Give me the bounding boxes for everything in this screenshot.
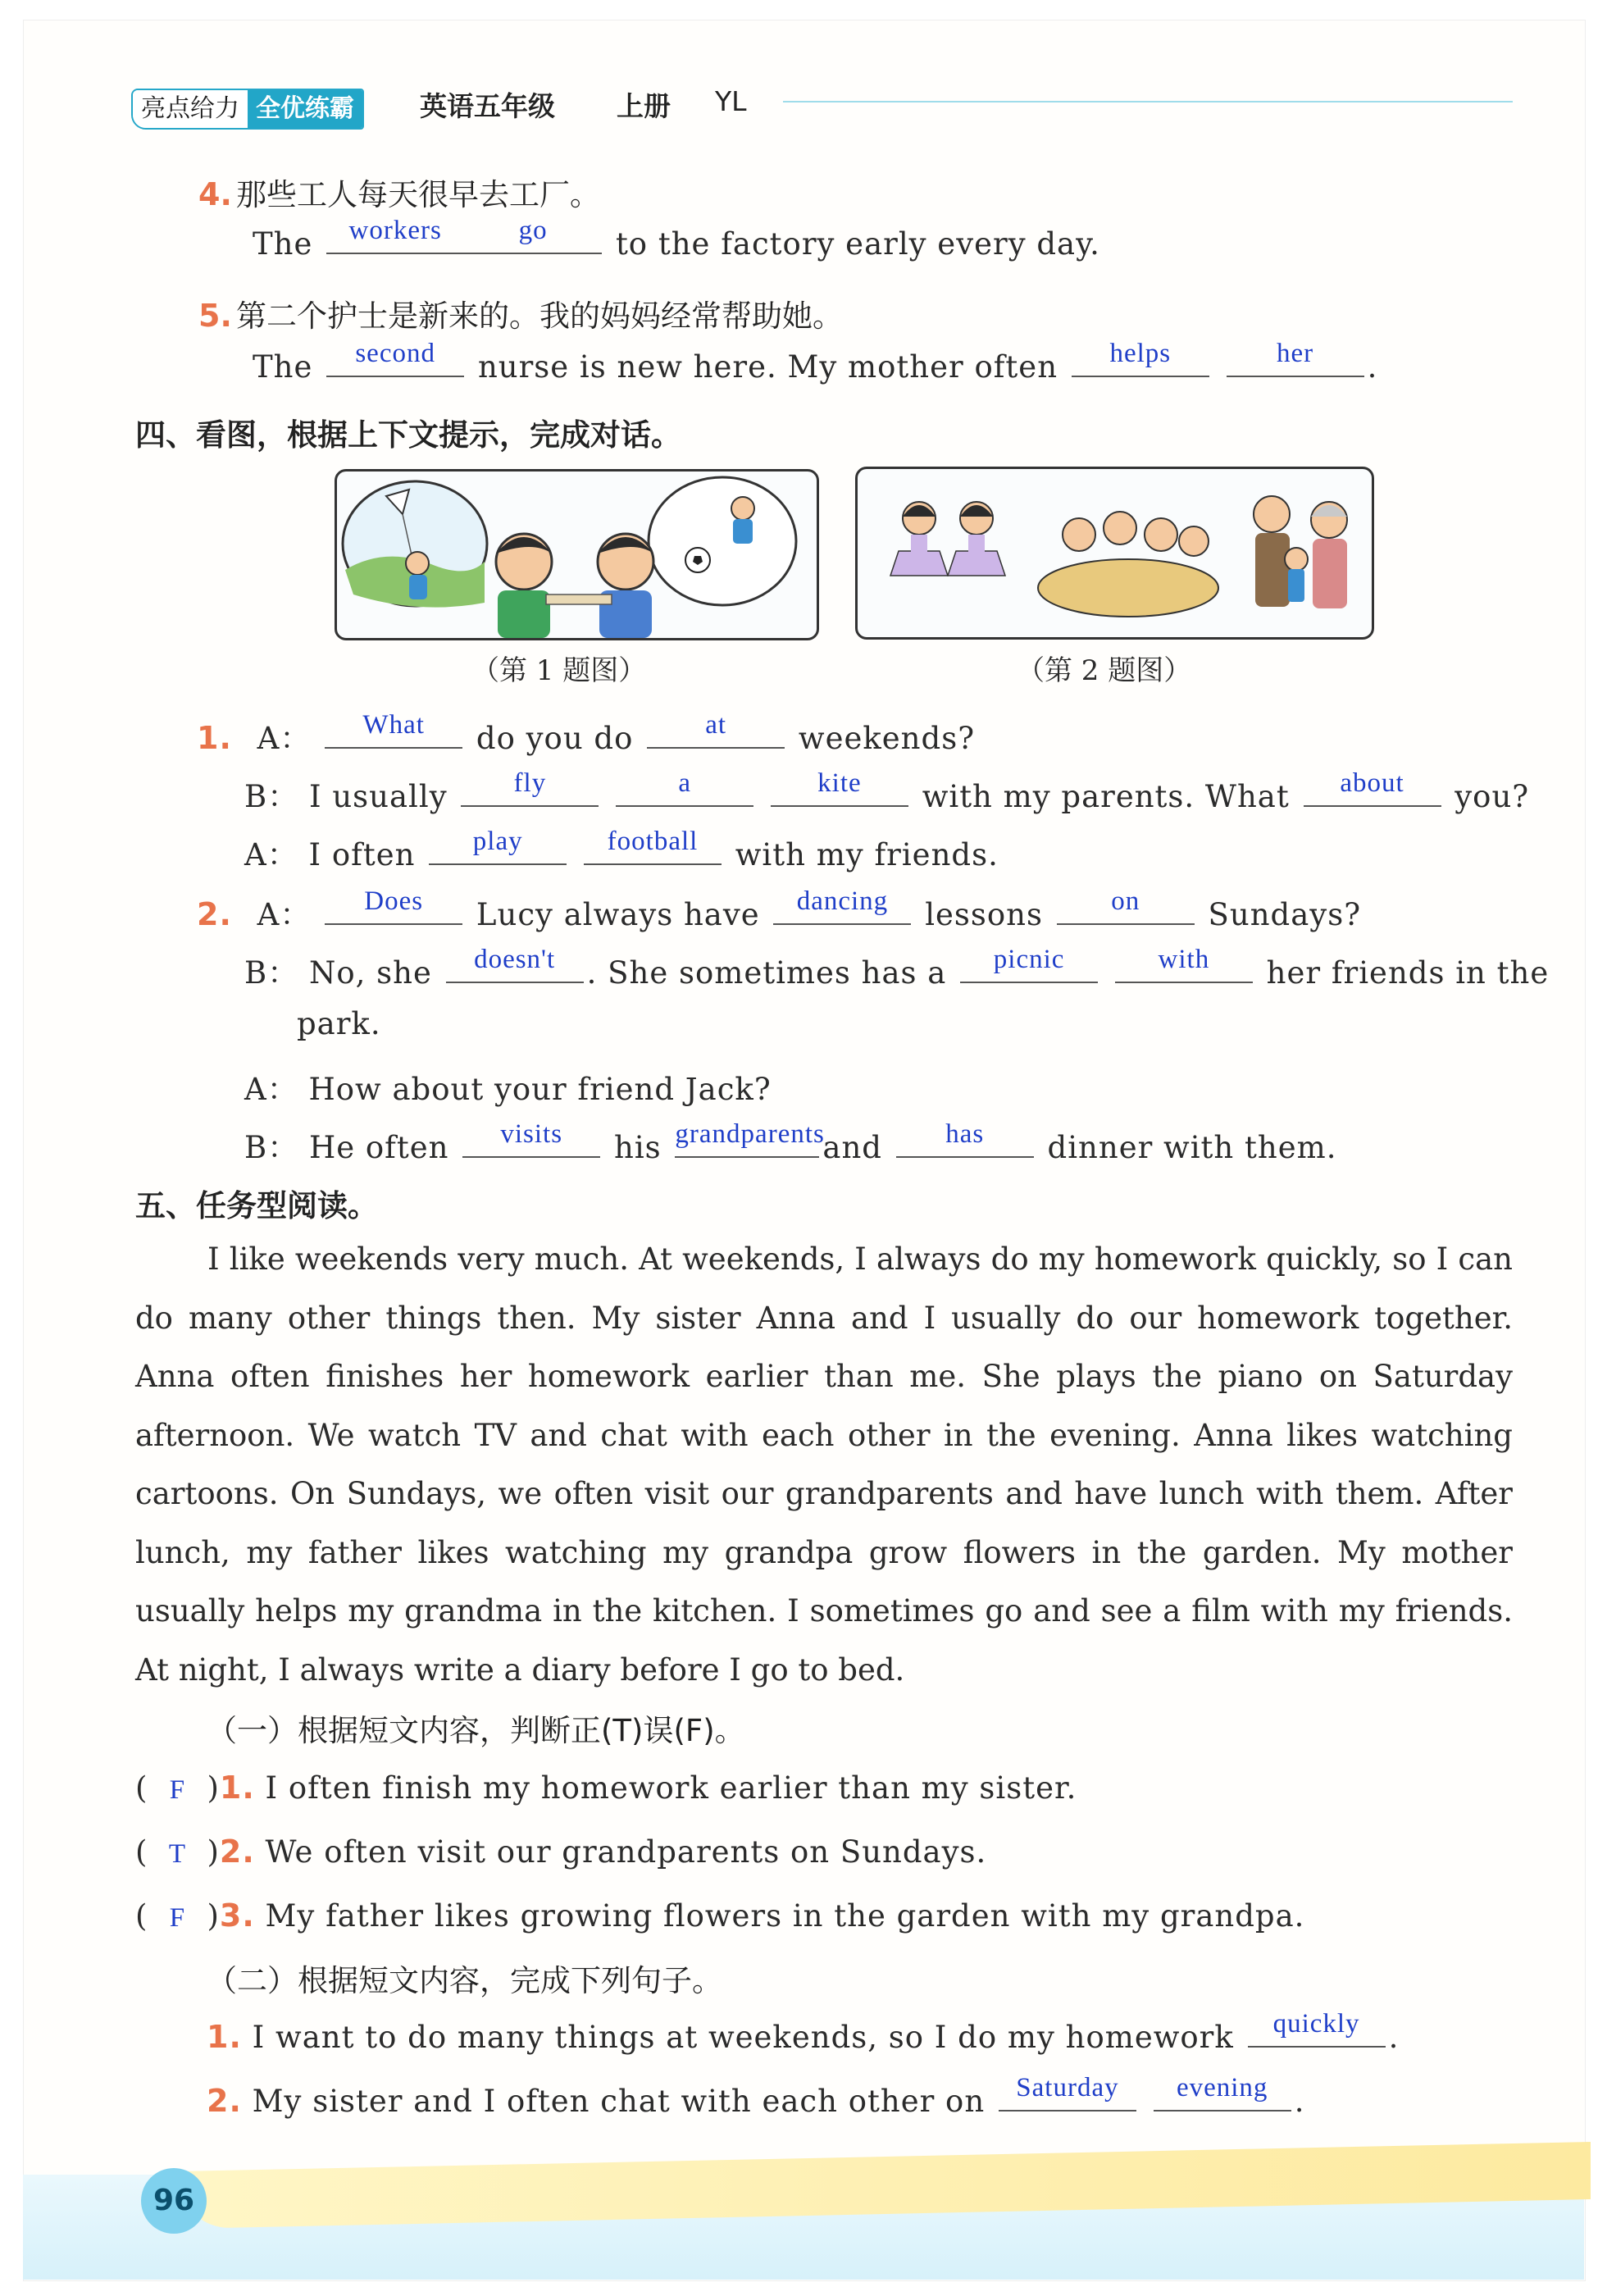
complete-number-1: 1.: [207, 2019, 242, 2055]
header-rule: [783, 101, 1513, 102]
dialog1-line1-t2: weekends?: [798, 721, 976, 756]
q5-en-pre: The: [253, 349, 313, 385]
q4-answer-2: go: [518, 216, 548, 245]
dialog2-answer-6: with: [1158, 945, 1210, 974]
caption-2: （第 2 题图）: [1017, 654, 1192, 687]
complete-blank-3: [1154, 2073, 1291, 2112]
dialog1-blank-6: [1304, 768, 1441, 807]
tf-number-2: 2.: [219, 1834, 255, 1870]
q5-blank-1: [326, 339, 464, 377]
q4-number: 4.: [198, 176, 232, 212]
dialog2-answer-8: grandparents: [675, 1119, 825, 1149]
dialog2-line4-t1: He often: [308, 1130, 449, 1165]
q4-english-line: [253, 216, 1100, 262]
dialog2-answer-5: picnic: [993, 945, 1065, 974]
dialog1-line2-t1: I usually: [308, 779, 448, 814]
q5-blank-3: [1227, 339, 1364, 377]
header-subject: 英语五年级: [420, 90, 555, 122]
tf-answer-2: T: [168, 1839, 187, 1869]
dialog2-blank-4: [446, 945, 584, 983]
dialog1-blank-5: [771, 768, 908, 807]
dialog2-line3: [244, 1064, 772, 1109]
q4-en-post: to the factory early every day.: [615, 226, 1100, 262]
dialog1-answer-8: football: [607, 827, 699, 856]
part5-sub1-title: （一）根据短文内容，判断正(T)误(F)。: [207, 1713, 745, 1748]
brand-left: 亮点给力: [133, 90, 248, 128]
dialog1-answer-5: kite: [817, 768, 862, 798]
dialog2-answer-2: dancing: [796, 886, 889, 916]
tf-item-1: ( F )1. I often finish my homework earlier than my sister.: [135, 1770, 1077, 1806]
dialog2-blank-8: [675, 1119, 825, 1158]
header-volume: 上册: [617, 90, 671, 122]
dialog2-line4-speaker: B：: [244, 1130, 299, 1165]
reading-passage: I like weekends very much. At weekends, I always do my homework quickly, so I can do many other things then. My sister Anna and I usually do our homework together. Anna often finishes her homework earlier than me. She plays the piano on Saturday afternoon. We watch TV and chat with each other in the evening. Anna likes watching cartoons. On Sundays, we often visit our grandparents and have lunch with them. After lunch, my father likes watching my grandpa grow flowers in the garden. My mother usually helps my grandma in the kitchen. I sometimes go and see a film with my friends. At night, I always write a diary before I go to bed.: [135, 1241, 1513, 1688]
dialog1-answer-4: a: [678, 768, 691, 798]
tf-item-2: ( T )2. We often visit our grandparents on Sundays.: [135, 1834, 987, 1870]
dialog2-line3-t1: How about your friend Jack?: [308, 1072, 772, 1107]
dialog2-line2-t2: . She sometimes has a: [586, 955, 947, 991]
q5-answer-3: her: [1276, 339, 1314, 368]
dialog1-line2-t3: you?: [1454, 779, 1530, 814]
dialog1-line3-t2: with my friends.: [735, 837, 999, 872]
complete-2: [207, 2073, 1305, 2119]
page-number: 96: [141, 2168, 207, 2234]
dialog1-answer-1: What: [362, 710, 425, 740]
q5-en-end: .: [1367, 349, 1378, 385]
complete-text-1: I want to do many things at weekends, so I do my homework: [252, 2020, 1234, 2055]
dialog1-answer-6: about: [1340, 768, 1404, 798]
tf-text-2: We often visit our grandparents on Sundays.: [265, 1834, 987, 1870]
dialog1-line3-t1: I often: [308, 837, 416, 872]
dialog2-line4: [244, 1119, 1337, 1167]
dialog1-answer-2: at: [705, 710, 727, 740]
dialog2-line2b: park.: [297, 1006, 381, 1041]
picture-2-illustration: [858, 469, 1372, 637]
q4-blank-1: [326, 216, 464, 254]
dialog2-line2: [244, 945, 1550, 992]
dialog1-blank-7: [429, 827, 567, 865]
q4-en-pre: The: [253, 226, 313, 262]
dialog1-blank-1: [325, 710, 462, 749]
tf-answer-1: F: [169, 1775, 186, 1805]
q5-answer-1: second: [355, 339, 435, 368]
tf-item-3: ( F )3. My father likes growing flowers in the garden with my grandpa.: [135, 1897, 1305, 1934]
dialog1-blank-8: [584, 827, 722, 865]
complete-blank-2: [999, 2073, 1136, 2112]
dialog2-blank-5: [960, 945, 1098, 983]
q5-en-mid: nurse is new here. My mother often: [477, 349, 1058, 385]
tf-answer-3: F: [169, 1903, 186, 1933]
dialog2-blank-7: [462, 1119, 600, 1158]
dialog1-number: 1.: [197, 720, 232, 756]
q5-chinese: 第二个护士是新来的。我的妈妈经常帮助她。: [235, 298, 843, 334]
dialog1-line2-speaker: B：: [244, 779, 299, 814]
part5-title: 五、任务型阅读。: [135, 1188, 378, 1223]
tf-text-3: My father likes growing flowers in the garden with my grandpa.: [265, 1898, 1305, 1934]
complete-1: [207, 2009, 1400, 2055]
dialog2-blank-1: [325, 886, 462, 925]
dialog2-line1-t1: Lucy always have: [476, 897, 760, 932]
dialog2-line3-speaker: A：: [244, 1072, 298, 1107]
complete-text-2: My sister and I often chat with each other on: [252, 2084, 986, 2119]
brand-logo: [131, 89, 364, 130]
dialog2-answer-4: doesn't: [474, 945, 556, 974]
tf-number-3: 3.: [219, 1897, 255, 1934]
q5-chinese-line: [198, 291, 843, 335]
dialog2-line4-t2: his: [614, 1130, 662, 1165]
complete-answer-1: quickly: [1272, 2009, 1360, 2039]
picture-2: [855, 467, 1374, 640]
caption-1: （第 1 题图）: [471, 654, 647, 687]
dialog1-answer-7: play: [472, 827, 523, 856]
q4-blank-2: [464, 216, 602, 254]
tf-number-1: 1.: [219, 1770, 255, 1806]
dialog2-line2-speaker: B：: [244, 955, 299, 991]
dialog1-answer-3: fly: [513, 768, 547, 798]
dialog2-blank-6: [1115, 945, 1253, 983]
picture-1-illustration: [337, 472, 817, 638]
dialog2-line2-t3: her friends in the: [1266, 955, 1550, 991]
dialog1-blank-3: [461, 768, 599, 807]
dialog1-line2: [244, 768, 1530, 816]
complete-number-2: 2.: [207, 2083, 242, 2119]
dialog2-line4-t3: and: [822, 1130, 882, 1165]
dialog2-answer-3: on: [1111, 886, 1140, 916]
part4-title: 四、看图，根据上下文提示，完成对话。: [135, 417, 681, 453]
dialog2-answer-7: visits: [500, 1119, 563, 1149]
dialog1-line1: [197, 710, 976, 758]
q4-chinese-line: [198, 170, 600, 214]
dialog2-answer-9: has: [945, 1119, 985, 1149]
dialog2-line1: [197, 886, 1362, 934]
complete-end-1: .: [1388, 2020, 1400, 2055]
dialog1-blank-4: [616, 768, 753, 807]
dialog2-number: 2.: [197, 896, 232, 932]
dialog1-line3-speaker: A：: [244, 837, 298, 872]
part5-sub2-title: （二）根据短文内容，完成下列句子。: [207, 1963, 722, 1998]
q5-answer-2: helps: [1109, 339, 1172, 368]
picture-1: [335, 469, 819, 640]
brand-right: 全优练霸: [248, 90, 362, 128]
dialog2-blank-3: [1057, 886, 1195, 925]
tf-text-1: I often finish my homework earlier than my sister.: [265, 1770, 1077, 1806]
complete-answer-3: evening: [1176, 2073, 1268, 2102]
header-edition: YL: [715, 85, 747, 117]
complete-blank-1: [1248, 2009, 1386, 2048]
complete-answer-2: Saturday: [1016, 2073, 1119, 2102]
q4-chinese: 那些工人每天很早去工厂。: [235, 177, 600, 212]
complete-end-2: .: [1294, 2084, 1305, 2119]
dialog2-line1-t2: lessons: [925, 897, 1044, 932]
dialog1-line3: [244, 827, 999, 874]
q5-blank-2: [1072, 339, 1209, 377]
dialog2-blank-9: [896, 1119, 1034, 1158]
dialog2-line1-t3: Sundays?: [1208, 897, 1362, 932]
dialog2-blank-2: [773, 886, 911, 925]
dialog2-line1-speaker: A：: [257, 897, 312, 932]
dialog1-line2-t2: with my parents. What: [922, 779, 1290, 814]
q4-answer-1: workers: [348, 216, 442, 245]
q5-english-line: [253, 339, 1378, 385]
dialog2-line4-t4: dinner with them.: [1047, 1130, 1337, 1165]
dialog1-line1-t1: do you do: [476, 721, 634, 756]
dialog2-line2-t1: No, she: [308, 955, 432, 991]
dialog2-answer-1: Does: [364, 886, 424, 916]
dialog1-line1-speaker: A：: [257, 721, 312, 756]
q5-number: 5.: [198, 298, 232, 334]
dialog1-blank-2: [647, 710, 785, 749]
